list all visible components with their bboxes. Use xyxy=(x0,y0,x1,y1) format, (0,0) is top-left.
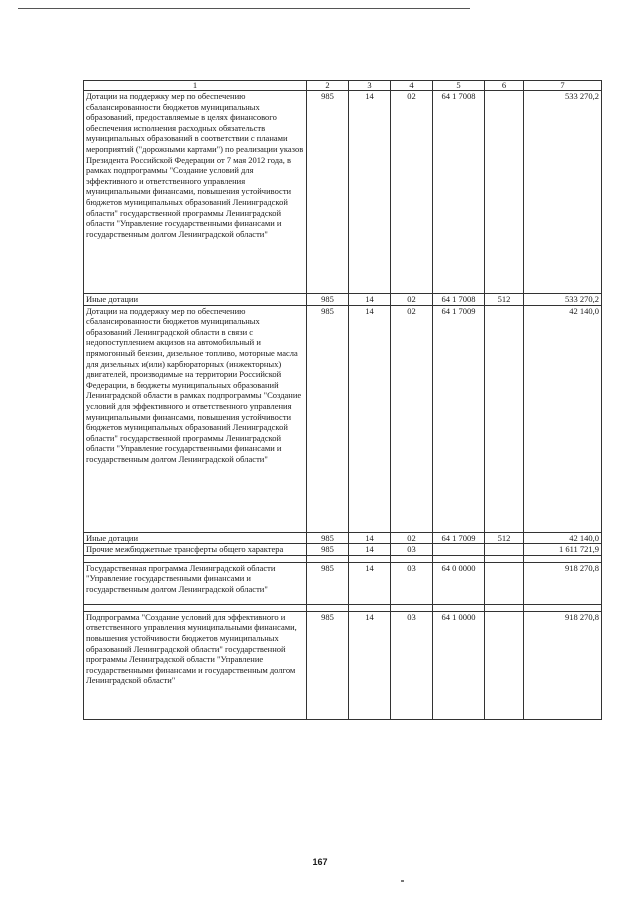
row-code-type xyxy=(485,562,524,604)
row-code-admin: 985 xyxy=(307,562,349,604)
row-amount: 533 270,2 xyxy=(524,294,602,306)
header-col-1: 1 xyxy=(84,81,307,91)
table-row xyxy=(84,611,602,719)
row-code-target: 64 0 0000 xyxy=(433,562,485,604)
row-code-subsection: 02 xyxy=(391,294,433,306)
row-code-target: 64 1 7009 xyxy=(433,305,485,532)
row-spacer xyxy=(84,604,602,611)
row-code-subsection: 03 xyxy=(391,562,433,604)
row-code-section: 14 xyxy=(349,611,391,719)
row-code-type xyxy=(485,305,524,532)
row-name: Иные дотации xyxy=(84,532,307,544)
row-code-target: 64 1 7009 xyxy=(433,532,485,544)
row-code-subsection: 02 xyxy=(391,91,433,294)
row-amount: 918 270,8 xyxy=(524,562,602,604)
row-name: Дотации на поддержку мер по обеспечению сбалансированности бюджетов муниципальных образований, предоставляемые в целях финансового обеспечения исполнения расходных обязательств муниципальных образований в соответствии с планами мероприятий ("дорожными картами") по реализации указов Президента Российской Федерации от 7 мая 2012 года, в рамках подпрограммы "Создание условий для эффективного и ответственного управления муниципальными финансами, повышения устойчивости бюджетов муниципальных образований Ленинградской области" государственной программы Ленинградской области "Управление государственными финансами и государственным долгом Ленинградской области" xyxy=(84,91,307,294)
scan-mark xyxy=(401,880,404,882)
row-code-target xyxy=(433,544,485,556)
row-code-type xyxy=(485,91,524,294)
row-name: Прочие межбюджетные трансферты общего характера xyxy=(84,544,307,556)
row-code-admin: 985 xyxy=(307,544,349,556)
header-row xyxy=(84,81,602,91)
row-code-admin: 985 xyxy=(307,611,349,719)
row-code-section: 14 xyxy=(349,532,391,544)
header-col-5: 5 xyxy=(433,81,485,91)
row-amount: 42 140,0 xyxy=(524,532,602,544)
row-code-section: 14 xyxy=(349,91,391,294)
row-code-admin: 985 xyxy=(307,532,349,544)
row-code-target: 64 1 7008 xyxy=(433,91,485,294)
row-amount: 42 140,0 xyxy=(524,305,602,532)
row-name: Государственная программа Ленинградской области "Управление государственными финансами и государственным долгом Ленинградской области" xyxy=(84,562,307,604)
table-row xyxy=(84,532,602,544)
table-row xyxy=(84,544,602,556)
row-code-section: 14 xyxy=(349,562,391,604)
row-code-type: 512 xyxy=(485,294,524,306)
top-rule xyxy=(18,8,470,9)
table-row xyxy=(84,91,602,294)
row-code-subsection: 02 xyxy=(391,305,433,532)
row-code-target: 64 1 7008 xyxy=(433,294,485,306)
row-spacer xyxy=(84,555,602,562)
row-code-subsection: 02 xyxy=(391,532,433,544)
row-code-target: 64 1 0000 xyxy=(433,611,485,719)
header-col-6: 6 xyxy=(485,81,524,91)
row-name: Иные дотации xyxy=(84,294,307,306)
row-code-section: 14 xyxy=(349,294,391,306)
page-number: 167 xyxy=(312,857,328,867)
row-code-section: 14 xyxy=(349,544,391,556)
row-code-type xyxy=(485,544,524,556)
budget-table xyxy=(83,80,602,720)
row-code-section: 14 xyxy=(349,305,391,532)
row-code-type: 512 xyxy=(485,532,524,544)
row-code-type xyxy=(485,611,524,719)
header-col-7: 7 xyxy=(524,81,602,91)
header-col-4: 4 xyxy=(391,81,433,91)
row-code-admin: 985 xyxy=(307,91,349,294)
table-row xyxy=(84,305,602,532)
row-code-admin: 985 xyxy=(307,305,349,532)
row-amount: 533 270,2 xyxy=(524,91,602,294)
table-row xyxy=(84,294,602,306)
row-code-admin: 985 xyxy=(307,294,349,306)
row-name: Подпрограмма "Создание условий для эффективного и ответственного управления муниципальными финансами, повышения устойчивости бюджетов муниципальных образований Ленинградской области" государственной программы Ленинградской области "Управление государственными финансами и государственным долгом Ленинградской области" xyxy=(84,611,307,719)
header-col-2: 2 xyxy=(307,81,349,91)
row-amount: 918 270,8 xyxy=(524,611,602,719)
header-col-3: 3 xyxy=(349,81,391,91)
row-amount: 1 611 721,9 xyxy=(524,544,602,556)
row-code-subsection: 03 xyxy=(391,611,433,719)
row-name: Дотации на поддержку мер по обеспечению сбалансированности бюджетов муниципальных образований Ленинградской области в связи с недопоступлением акцизов на автомобильный и прямогонный бензин, дизельное топливо, моторные масла для дизельных и(или) карбюраторных (инжекторных) двигателей, производимые на территории Российской Федерации, в бюджеты муниципальных образований Ленинградской области в рамках подпрограммы "Создание условий для эффективного и ответственного управления муниципальными финансами, повышения устойчивости бюджетов муниципальных образований Ленинградской области" государственной программы Ленинградской области "Управление государственными финансами и государственным долгом Ленинградской области" xyxy=(84,305,307,532)
row-code-subsection: 03 xyxy=(391,544,433,556)
table-row xyxy=(84,562,602,604)
